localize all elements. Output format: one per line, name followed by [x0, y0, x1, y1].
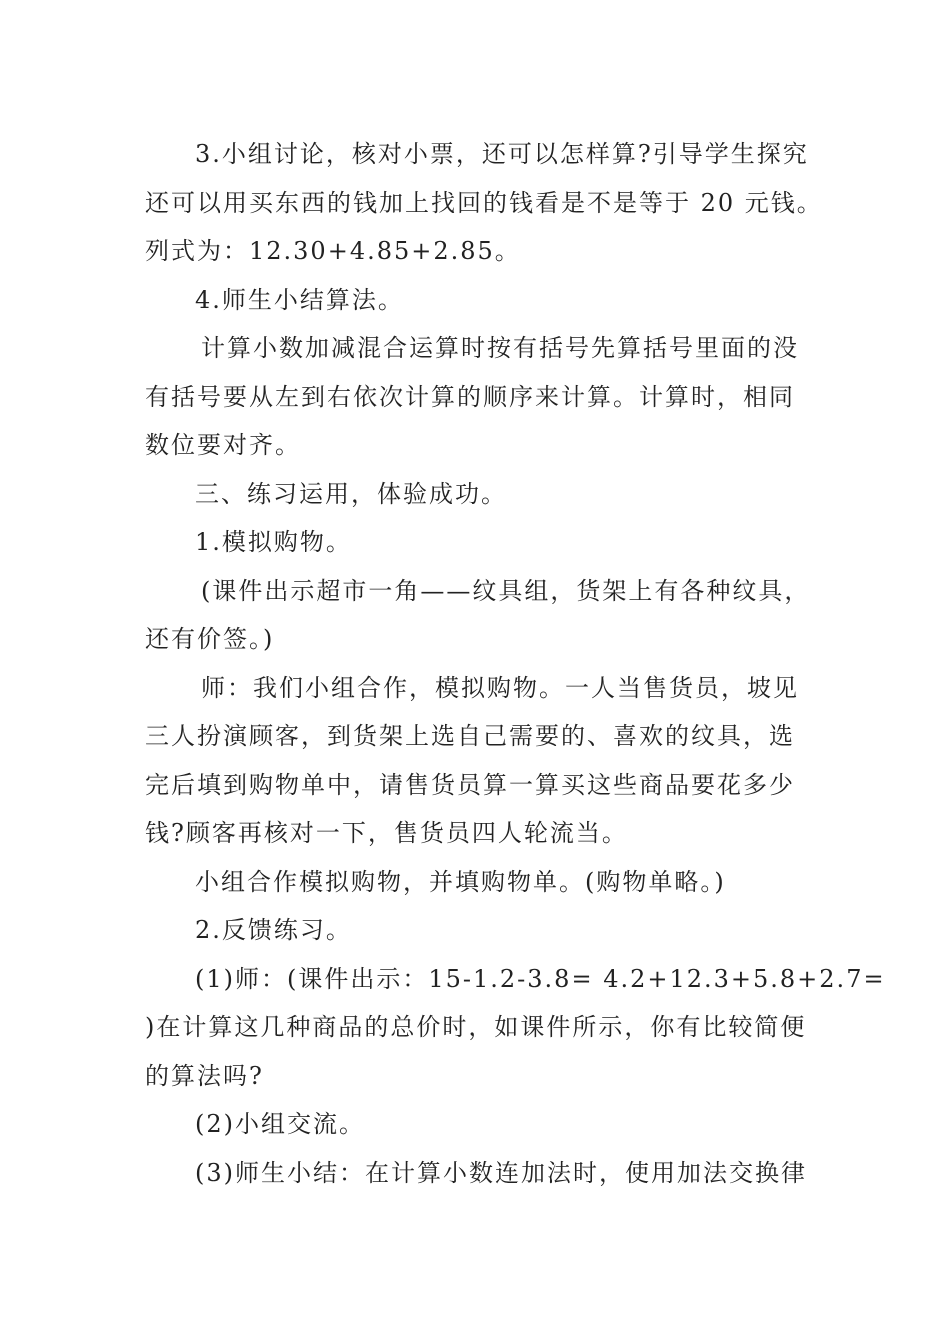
- text-line: 计算小数加减混合运算时按有括号先算括号里面的没: [201, 334, 799, 362]
- text-line: 4.师生小结算法。: [195, 285, 404, 314]
- text-line: (3)师生小结：在计算小数连加法时，使用加法交换律: [195, 1158, 807, 1187]
- text-line: 完后填到购物单中，请售货员算一算买这些商品要花多少: [145, 770, 795, 799]
- text-line: 的算法吗?: [145, 1061, 264, 1090]
- text-line: 1.模拟购物。: [195, 528, 352, 556]
- text-line: 钱?顾客再核对一下，售货员四人轮流当。: [145, 819, 628, 847]
- text-line: 师：我们小组合作，模拟购物。一人当售货员，坡见: [201, 673, 799, 702]
- text-line: 列式为：12.30+4.85+2.85。: [145, 237, 521, 265]
- text-line: 3.小组讨论，核对小票，还可以怎样算?引导学生探究: [195, 140, 809, 168]
- text-line: )在计算这几种商品的总价时，如课件所示，你有比较简便: [145, 1013, 807, 1041]
- text-line: 有括号要从左到右依次计算的顺序来计算。计算时，相同: [145, 382, 795, 411]
- text-line: 数位要对齐。: [145, 431, 301, 459]
- text-line: 三人扮演顾客，到货架上选自己需要的、喜欢的纹具，选: [145, 722, 795, 750]
- document-body: [145, 130, 886, 1197]
- text-line: (课件出示超市一角——纹具组，货架上有各种纹具，: [201, 576, 811, 605]
- section-heading: 三、练习运用，体验成功。: [195, 479, 507, 508]
- text-line: 还有价签。): [145, 625, 275, 653]
- text-line: 还可以用买东西的钱加上找回的钱看是不是等于 20 元钱。: [145, 188, 823, 217]
- text-line: (1)师：(课件出示：15-1.2-3.8= 4.2+12.3+5.8+2.7=: [195, 964, 886, 993]
- text-line: 小组合作模拟购物，并填购物单。(购物单略。): [195, 867, 726, 896]
- text-line: (2)小组交流。: [195, 1110, 365, 1138]
- text-line: 2.反馈练习。: [195, 916, 352, 944]
